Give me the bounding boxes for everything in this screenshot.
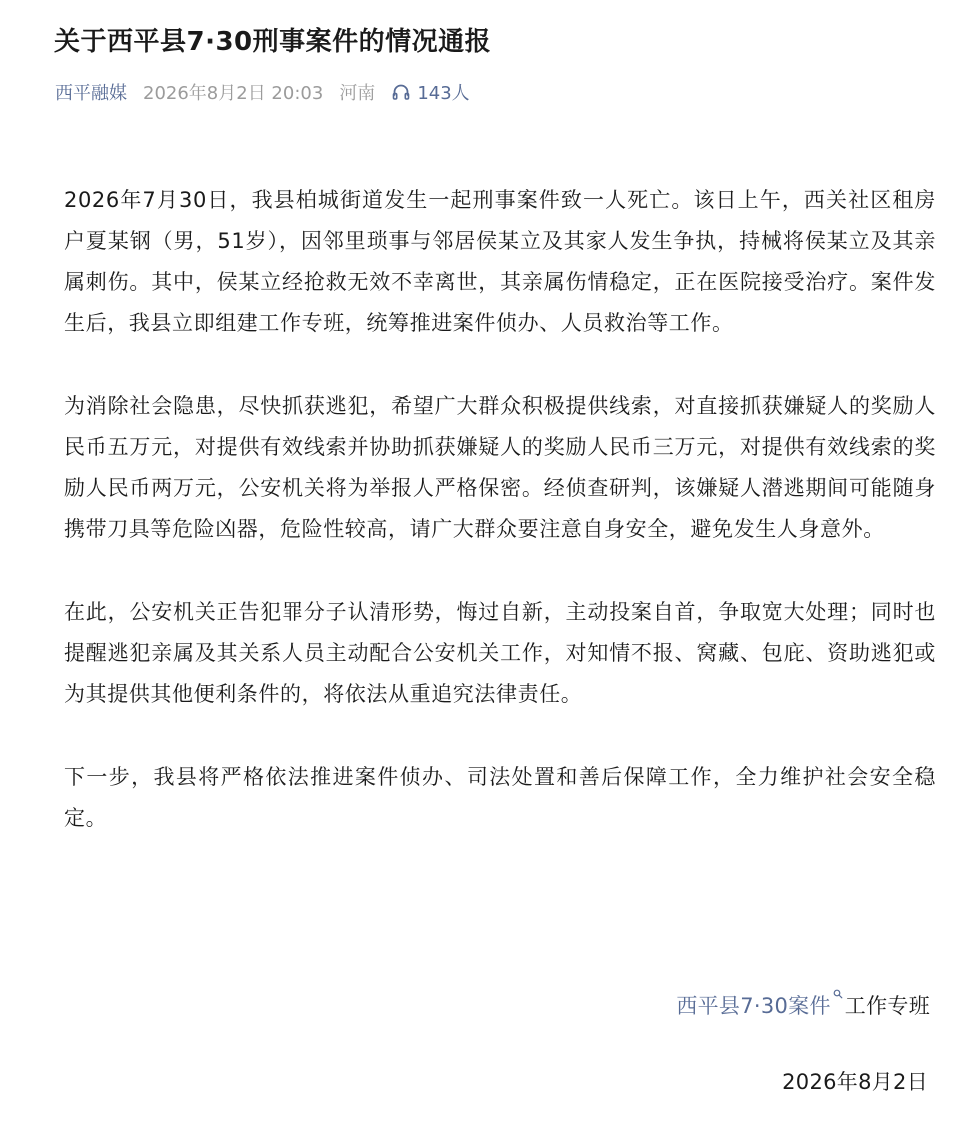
- signature-date: 2026年8月2日: [782, 1070, 928, 1094]
- paragraph-3: 在此，公安机关正告犯罪分子认清形势，悔过自新，主动投案自首，争取宽大处理；同时也提醒逃犯亲属及其关系人员主动配合公安机关工作，对知情不报、窝藏、包庇、资助逃犯或为其提供其他便利条件的，将依法从重追究法律责任。: [64, 600, 936, 706]
- article-title: 关于西平县7·30刑事案件的情况通报: [54, 27, 492, 57]
- article-meta: [55, 78, 470, 106]
- listen-count: 143人: [417, 83, 470, 104]
- signature: [676, 988, 930, 1024]
- paragraph-1: 2026年7月30日，我县柏城街道发生一起刑事案件致一人死亡。该日上午，西关社区租房户夏某钢（男，51岁），因邻里琐事与邻居侯某立及其家人发生争执，持械将侯某立及其亲属刺伤。其中，侯某立经抢救无效不幸离世，其亲属伤情稳定，正在医院接受治疗。案件发生后，我县立即组建工作专班，统筹推进案件侦办、人员救治等工作。: [64, 188, 936, 335]
- paragraph-2: 为消除社会隐患，尽快抓获逃犯，希望广大群众积极提供线索，对直接抓获嫌疑人的奖励人民币五万元，对提供有效线索并协助抓获嫌疑人的奖励人民币三万元，对提供有效线索的奖励人民币两万元，公安机关将为举报人严格保密。经侦查研判，该嫌疑人潜逃期间可能随身携带刀具等危险凶器，危险性较高，请广大群众要注意自身安全，避免发生人身意外。: [64, 394, 936, 541]
- publish-time: 2026年8月2日 20:03: [143, 83, 324, 104]
- source-link[interactable]: 西平融媒: [55, 83, 127, 104]
- paragraph-4: 下一步，我县将严格依法推进案件侦办、司法处置和善后保障工作，全力维护社会安全稳定。: [64, 765, 936, 830]
- headphones-icon: [391, 82, 411, 102]
- listen-button[interactable]: [391, 79, 469, 105]
- signature-org: 工作专班: [844, 994, 930, 1018]
- region-label: 河南: [339, 83, 376, 104]
- search-icon[interactable]: [833, 989, 843, 999]
- case-search-link[interactable]: 西平县7·30案件: [676, 994, 831, 1018]
- article-body: [64, 180, 936, 881]
